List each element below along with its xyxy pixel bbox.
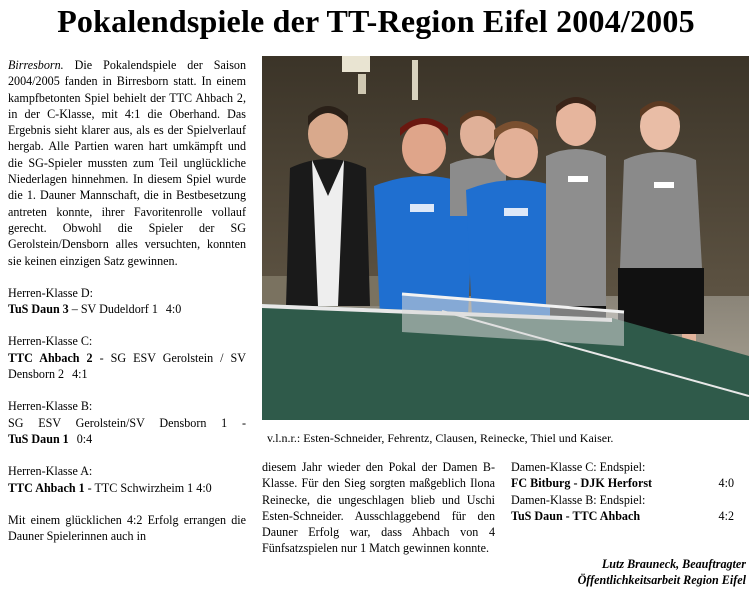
damen-result-line bbox=[511, 475, 746, 491]
middle-column bbox=[262, 459, 495, 557]
result-block bbox=[8, 463, 246, 496]
ceiling-light bbox=[342, 56, 370, 72]
result-loser: SG ESV Gerolstein / SV Densborn 2 bbox=[8, 350, 247, 382]
damen-class-label: Damen-Klasse B: Endspiel: bbox=[511, 492, 646, 507]
ceiling-light bbox=[412, 60, 418, 100]
result-loser: TTC Schwirzheim 1 bbox=[94, 480, 194, 495]
damen-score: 4:0 bbox=[718, 476, 734, 491]
result-score: 4:0 bbox=[196, 480, 212, 495]
result-block bbox=[8, 285, 246, 318]
damen-match: FC Bitburg - DJK Herforst bbox=[511, 476, 653, 491]
result-class-label: Herren-Klasse A: bbox=[8, 464, 93, 479]
damen-result-line bbox=[511, 508, 746, 524]
result-line bbox=[8, 350, 246, 383]
result-separator: - bbox=[92, 350, 111, 365]
result-score: 4:0 bbox=[165, 302, 182, 317]
result-winner: TTC Ahbach 2 bbox=[8, 350, 93, 365]
result-line bbox=[8, 431, 246, 447]
team-photo bbox=[262, 56, 749, 420]
author-name: Lutz Brauneck, Beauftragter bbox=[601, 557, 746, 571]
closing-paragraph-start: Mit einem glücklichen 4:2 Erfolg errangen die Dauner Spielerinnen auch in bbox=[8, 512, 246, 544]
article-headline: Pokalendspiele der TT-Region Eifel 2004/2005 bbox=[57, 3, 695, 39]
result-line bbox=[8, 301, 246, 317]
intro-text: Die Pokalendspiele der Saison 2004/2005 fanden in Birresborn statt. In einem kampfbetonten Spiel behielt der TTC Ahbach 2, in der C-Klasse, mit 4:1 die Oberhand. Das Ergebnis sieht klarer aus, als es der Spielverlauf hergab. Alle Partien waren hart umkämpft und die SG-Spieler mussten zum Teil unglückliche Niederlagen hinnehmen. In diesem Spiel wurde die 1. Dauner Mannschaft, die in Bestbesetzung antreten konnte, ihrer Favoritenrolle vollauf gerecht. Obwohl die Spieler der SG Gerolstein/Densborn alles versuchten, konnten sie keinen einzigen Satz gewinnen. bbox=[8, 58, 246, 268]
author-role: Öffentlichkeitsarbeit Region Eifel bbox=[577, 573, 746, 587]
result-loser: SG ESV Gerolstein/SV Densborn 1 - bbox=[8, 415, 246, 430]
result-loser: SV Dudeldorf 1 bbox=[80, 302, 158, 317]
result-winner: TuS Daun 3 bbox=[8, 302, 69, 317]
result-block bbox=[8, 398, 246, 447]
closing-paragraph-continued: diesem Jahr wieder den Pokal der Damen B-Klasse. Für den Sieg sorgten maßgeblich Ilona Reinecke, die ungeschlagen blieb und Uschi Esten-Schneider. Ausschlaggebend für den Dauner Erfolg war, dass Ahbach von 4 Fünfsatzspielen nur 1 Match gewinnen konnte. bbox=[262, 460, 495, 556]
damen-score: 4:2 bbox=[718, 508, 734, 523]
ceiling-light bbox=[358, 74, 366, 94]
author-signature bbox=[578, 556, 746, 588]
result-winner: TTC Ahbach 1 bbox=[8, 480, 85, 495]
result-block bbox=[8, 333, 246, 382]
result-class-label: Herren-Klasse B: bbox=[8, 399, 93, 414]
result-score: 0:4 bbox=[76, 431, 93, 446]
result-class-label: Herren-Klasse C: bbox=[8, 334, 93, 349]
photo-caption: v.l.n.r.: Esten-Schneider, Fehrentz, Clausen, Reinecke, Thiel und Kaiser. bbox=[267, 431, 614, 445]
intro-paragraph bbox=[8, 57, 246, 269]
result-line bbox=[8, 480, 246, 496]
team-photo-illustration bbox=[262, 56, 749, 420]
result-separator: – bbox=[68, 302, 81, 317]
result-separator: - bbox=[84, 480, 95, 495]
result-score: 4:1 bbox=[72, 367, 88, 382]
damen-match: TuS Daun - TTC Ahbach bbox=[511, 508, 641, 523]
damen-class-label: Damen-Klasse C: Endspiel: bbox=[511, 460, 646, 474]
right-column bbox=[511, 459, 746, 524]
result-class-label: Herren-Klasse D: bbox=[8, 285, 93, 300]
result-winner: TuS Daun 1 bbox=[8, 431, 69, 446]
dateline: Birresborn. bbox=[8, 58, 64, 72]
left-column bbox=[8, 57, 246, 544]
